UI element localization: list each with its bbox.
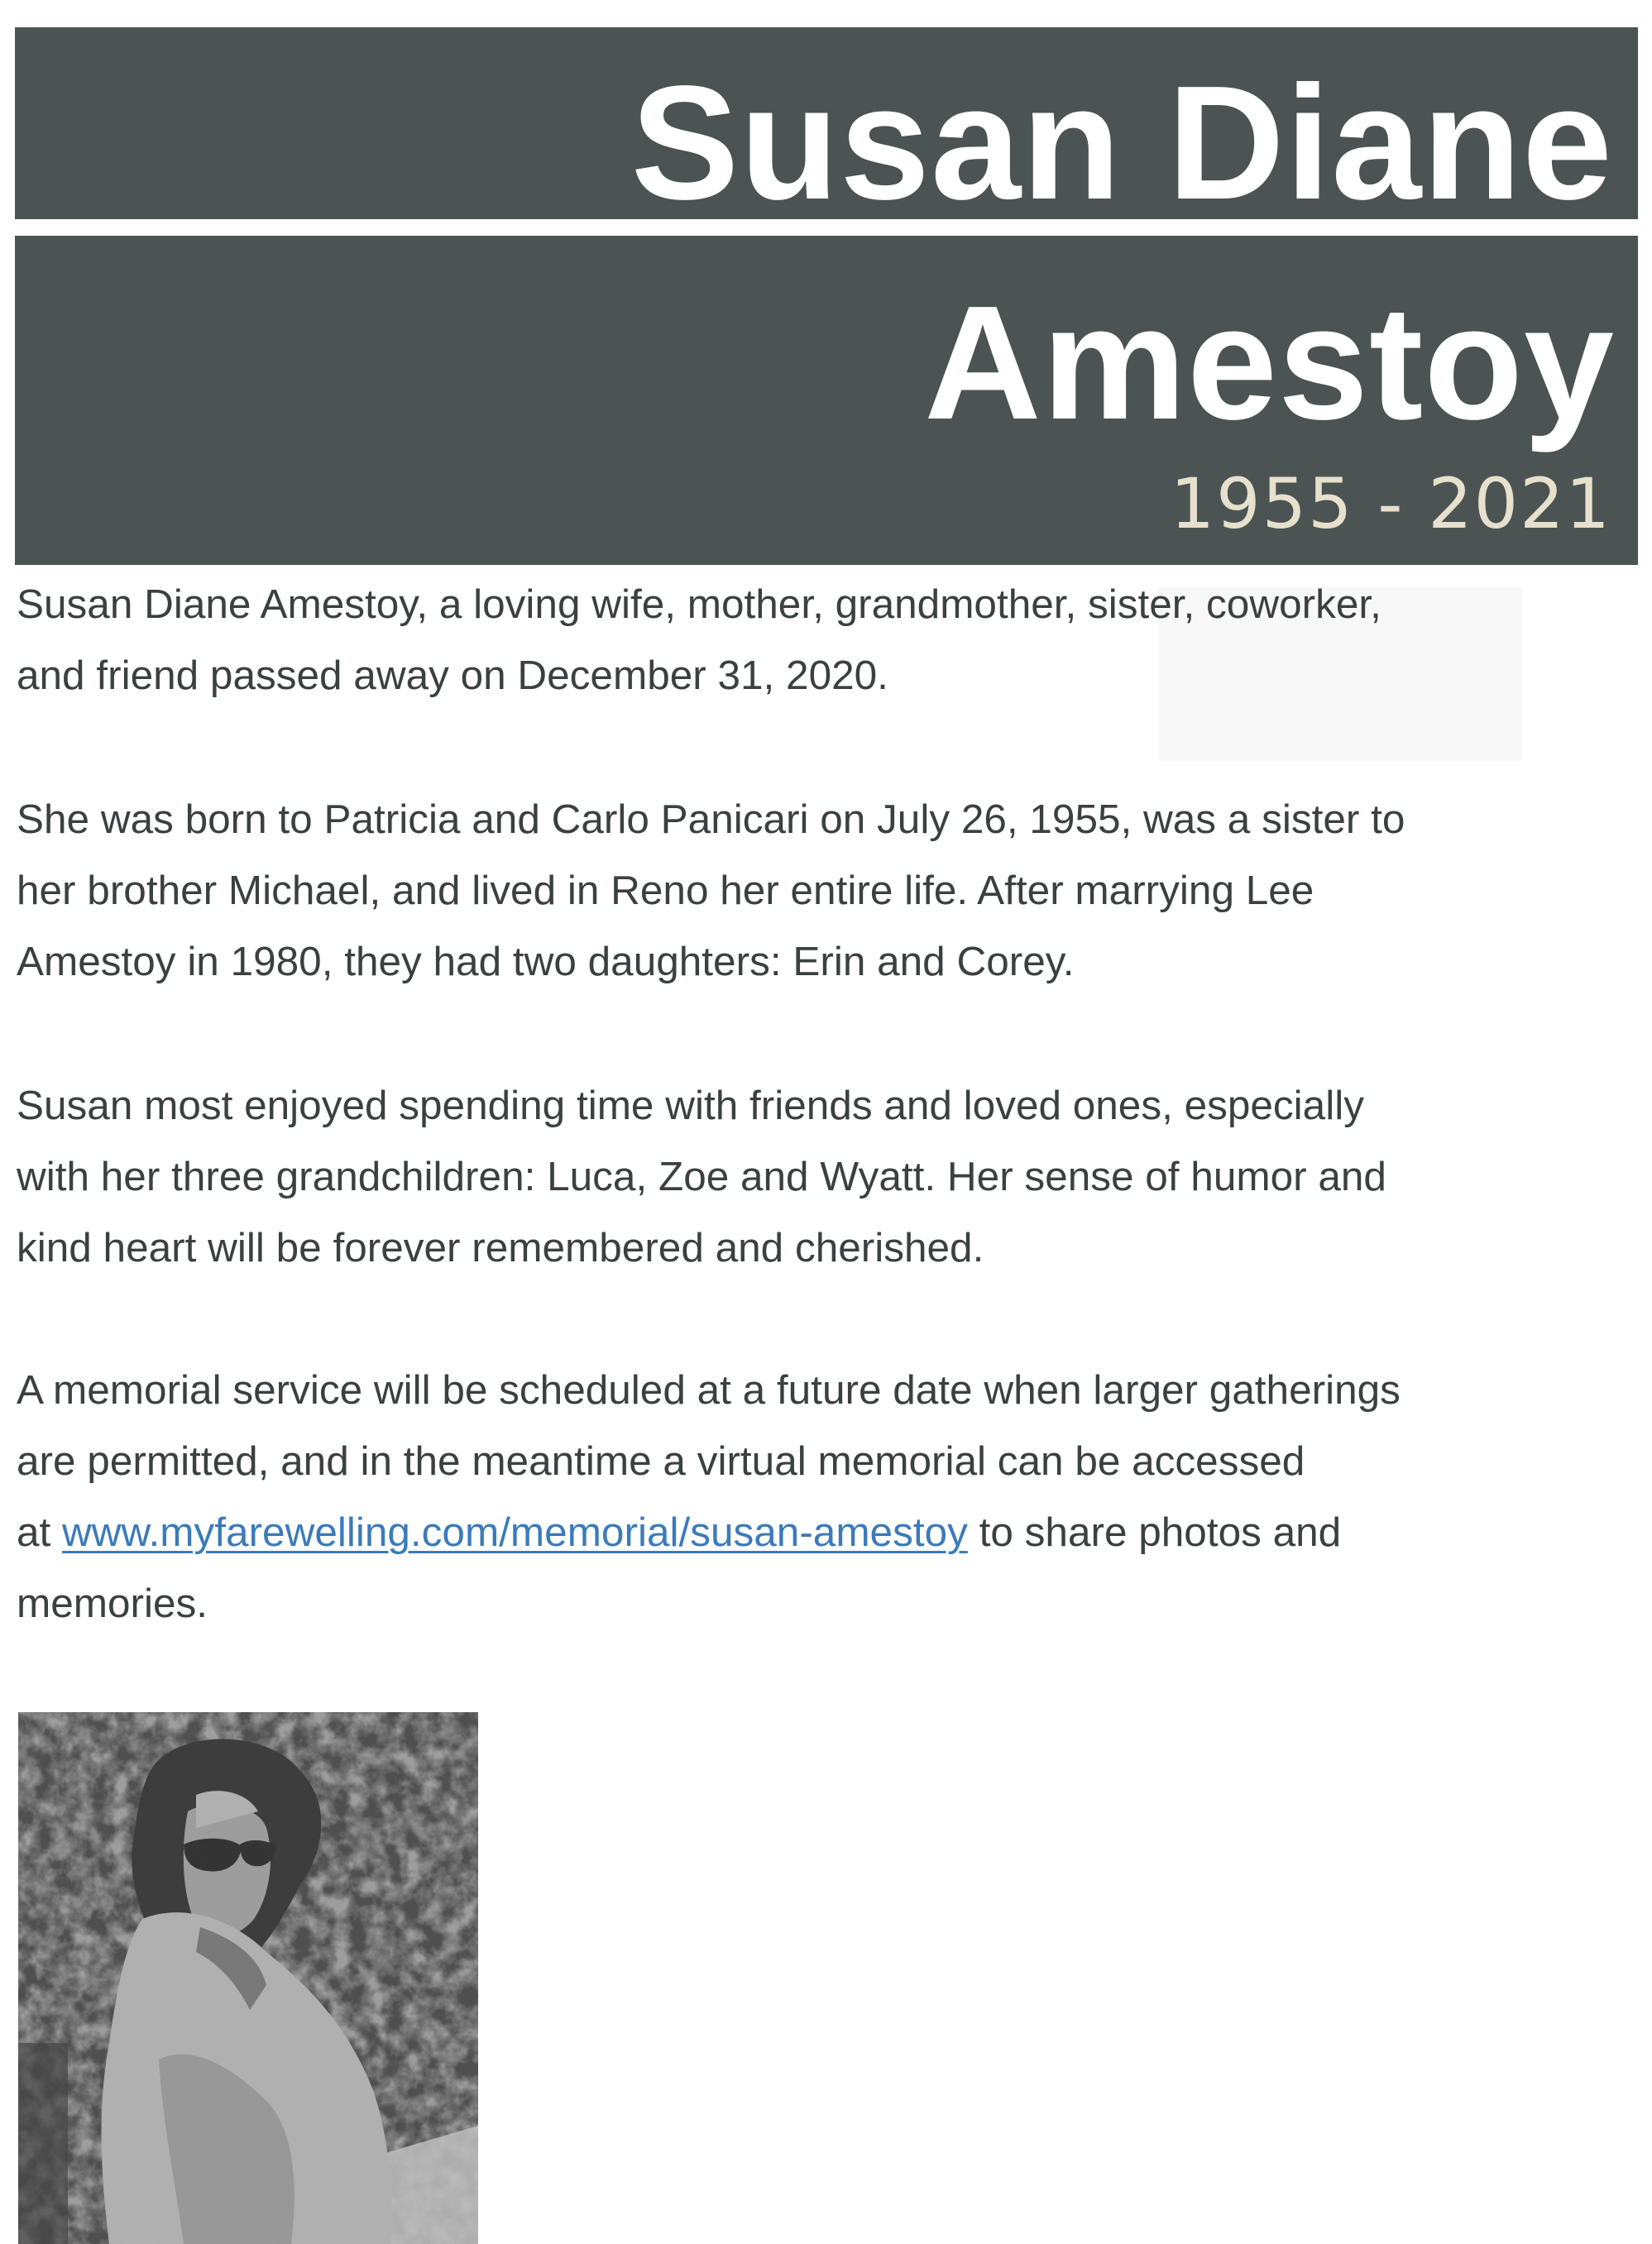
link-suffix: to share photos and <box>967 1510 1342 1555</box>
paragraph-line: Susan most enjoyed spending time with friends and loved ones, especially <box>17 1083 1364 1128</box>
obituary-paragraph-memorial <box>17 1355 1621 1639</box>
portrait-photo <box>18 1712 478 2244</box>
paragraph-line: Susan Diane Amestoy, a loving wife, mother, grandmother, sister, coworker, <box>17 581 1381 627</box>
obituary-paragraph-family <box>17 784 1621 998</box>
obituary-paragraph-grandchildren <box>17 1070 1621 1284</box>
obituary-paragraph-passing <box>17 569 1621 711</box>
paragraph-line-with-link <box>17 1497 1621 1568</box>
paragraph-line: with her three grandchildren: Luca, Zoe and Wyatt. Her sense of humor and <box>17 1154 1386 1199</box>
paragraph-line: memories. <box>17 1581 208 1626</box>
name-heading-first: Susan Diane <box>630 52 1613 233</box>
portrait-photo-image <box>18 1712 478 2244</box>
link-prefix: at <box>17 1510 63 1555</box>
paragraph-line: She was born to Patricia and Carlo Panicari on July 26, 1955, was a sister to <box>17 797 1405 842</box>
paragraph-line: Amestoy in 1980, they had two daughters: Erin and Corey. <box>17 939 1075 984</box>
paragraph-line: are permitted, and in the meantime a virtual memorial can be accessed <box>17 1438 1305 1484</box>
paragraph-line: kind heart will be forever remembered and cherished. <box>17 1225 984 1270</box>
virtual-memorial-link[interactable]: www.myfarewelling.com/memorial/susan-amestoy <box>62 1510 968 1555</box>
header-name-bar-bottom <box>15 236 1638 565</box>
paragraph-line: A memorial service will be scheduled at a future date when larger gatherings <box>17 1367 1401 1413</box>
life-dates: 1955 - 2021 <box>1170 463 1611 544</box>
name-heading-last: Amestoy <box>924 272 1615 453</box>
paragraph-line: and friend passed away on December 31, 2020. <box>17 653 888 698</box>
header-name-bar-top <box>15 27 1638 233</box>
paragraph-line: her brother Michael, and lived in Reno her entire life. After marrying Lee <box>17 868 1314 913</box>
